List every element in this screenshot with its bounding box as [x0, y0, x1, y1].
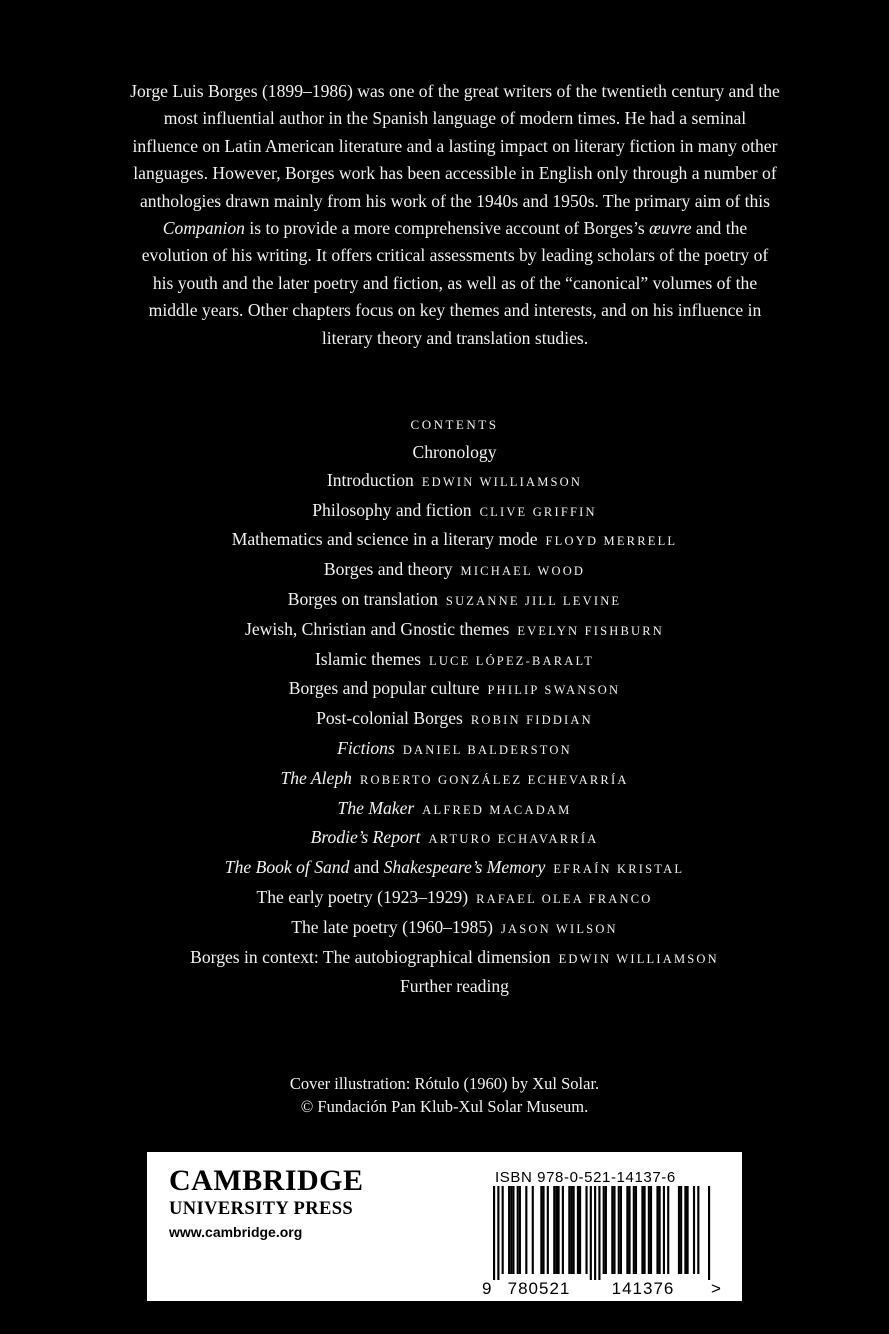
barcode-bar [510, 1186, 512, 1274]
blurb-text-3: and the evolution of his writing. It offers critical assessments by leading scholars of the poetry of his youth and the later poetry and fiction, as well as of the “canonical” volumes of the middle years. Other chapters focus on key themes and interests, and on his influence in literary theory and translation studies. [141, 218, 769, 348]
barcode-bar [590, 1186, 592, 1280]
barcode-digit-first: 9 [482, 1279, 492, 1296]
barcode-bar [573, 1186, 575, 1274]
contents-entry [0, 616, 889, 646]
barcode-bar [493, 1186, 495, 1280]
entry-author: ALFRED MACADAM [422, 802, 572, 817]
barcode-bar [618, 1186, 620, 1274]
entry-title: Introduction [326, 469, 414, 490]
barcode-bar [626, 1186, 628, 1274]
contents-entry [0, 854, 889, 884]
contents-entry [0, 914, 889, 944]
barcode-bar [611, 1186, 613, 1274]
barcode-bar [667, 1186, 669, 1274]
blurb-text-2: is to provide a more comprehensive account of Borges’s [244, 218, 650, 239]
publisher-subname: UNIVERSITY PRESS [169, 1199, 354, 1219]
barcode-bar [585, 1186, 587, 1274]
cover-credits [0, 1072, 889, 1118]
contents-entry [0, 824, 889, 854]
barcode-bar [650, 1186, 652, 1274]
table-of-contents [0, 413, 889, 1001]
entry-author: LUCE LÓPEZ-BARALT [428, 653, 595, 668]
credit-line: © Fundación Pan Klub-Xul Solar Museum. [300, 1097, 589, 1116]
barcode-bar [613, 1186, 615, 1274]
barcode-bar [697, 1186, 699, 1274]
blurb-text-1: Jorge Luis Borges (1899–1986) was one of the great writers of the twentieth century and the most influential author in the Spanish language of modern times. He had a seminal influence on Latin American literature and a lasting impact on literary fiction in many other languages. However, Borges work has been accessible in English only through a number of anthologies drawn mainly from his work of the 1940s and 1950s. The primary aim of this [130, 81, 780, 211]
entry-author: PHILIP SWANSON [487, 683, 621, 698]
entry-title: The early poetry (1923–1929) [256, 886, 469, 907]
barcode-bar [555, 1186, 557, 1274]
barcode-bar [641, 1186, 643, 1274]
entry-author: CLIVE GRIFFIN [479, 504, 597, 519]
entry-author: ROBIN FIDDIAN [470, 713, 593, 728]
barcode-bar [620, 1186, 622, 1274]
entry-title: The Aleph [280, 767, 352, 788]
contents-entry [0, 467, 889, 497]
credit-line: Cover illustration: Rótulo (1960) by Xul Solar. [289, 1074, 600, 1093]
back-cover-blurb [130, 78, 780, 352]
barcode-bar [648, 1186, 650, 1274]
contents-entry [0, 735, 889, 765]
entry-author: ROBERTO GONZÁLEZ ECHEVARRÍA [359, 772, 629, 787]
barcode-bar [532, 1186, 534, 1274]
barcode-digits-left: 780521 [507, 1279, 571, 1296]
barcode-bar [628, 1186, 630, 1274]
barcode-bar [542, 1186, 544, 1274]
barcode-bar [680, 1186, 682, 1274]
barcode-bar [519, 1186, 521, 1274]
barcode-bar [663, 1186, 665, 1274]
contents-entry [0, 795, 889, 825]
entry-title: Jewish, Christian and Gnostic themes [244, 618, 510, 639]
entry-title: Borges on translation [287, 588, 438, 609]
blurb-oeuvre: œuvre [649, 218, 692, 239]
barcode-bar [570, 1186, 572, 1274]
barcode-bar [633, 1186, 635, 1274]
contents-entry [0, 646, 889, 676]
barcode-bar [693, 1186, 695, 1274]
contents-entry [0, 556, 889, 586]
entry-author: SUZANNE JILL LEVINE [445, 593, 622, 608]
barcode-bar [553, 1186, 555, 1274]
entry-title: Philosophy and fiction [312, 499, 472, 520]
isbn-barcode [479, 1186, 729, 1296]
entry-author: MICHAEL WOOD [460, 564, 586, 579]
barcode-bar [517, 1186, 519, 1274]
barcode-bar [577, 1186, 579, 1274]
barcode-bar [708, 1186, 710, 1280]
entry-title: The late poetry (1960–1985) [291, 916, 493, 937]
contents-entry [0, 497, 889, 527]
barcode-bar [684, 1186, 686, 1274]
barcode-bar [547, 1186, 549, 1274]
entry-author: FLOYD MERRELL [545, 534, 678, 549]
contents-chronology: Chronology [412, 442, 497, 462]
barcode-bar [512, 1186, 514, 1274]
barcode-bar [644, 1186, 646, 1274]
entry-conjunction: and [349, 857, 384, 878]
barcode-bar [678, 1186, 680, 1274]
barcode-digits-right: 141376 [611, 1279, 675, 1296]
entry-title: Post-colonial Borges [316, 708, 463, 729]
isbn-label: ISBN 978-0-521-14137-6 [495, 1169, 676, 1186]
barcode-bar [540, 1186, 542, 1274]
barcode-bar [568, 1186, 570, 1274]
entry-title: Mathematics and science in a literary mode [231, 529, 538, 550]
contents-entry [0, 944, 889, 974]
entry-author: EFRAÍN KRISTAL [553, 862, 685, 877]
barcode-bar [558, 1186, 560, 1274]
barcode-quiet-marker: > [711, 1279, 721, 1296]
publisher-logo [169, 1164, 364, 1242]
publisher-panel [147, 1152, 742, 1301]
contents-entry [0, 526, 889, 556]
barcode-bar [635, 1186, 637, 1274]
barcode-bar [659, 1186, 661, 1274]
entry-title: Borges in context: The autobiographical dimension [190, 946, 551, 967]
barcode-bar [508, 1186, 510, 1274]
contents-entry [0, 884, 889, 914]
barcode-bar [497, 1186, 499, 1280]
entry-title: The Maker [337, 797, 415, 818]
entry-author: DANIEL BALDERSTON [402, 742, 572, 757]
entry-author: EDWIN WILLIAMSON [558, 951, 719, 966]
entry-author: ARTURO ECHAVARRÍA [428, 832, 599, 847]
barcode-bars [493, 1186, 710, 1280]
blurb-paragraph [130, 78, 780, 352]
entry-title: Borges and theory [323, 559, 453, 580]
contents-entry [0, 675, 889, 705]
contents-entry [0, 586, 889, 616]
entry-title: The Book of Sand [224, 857, 350, 878]
contents-further-reading: Further reading [400, 976, 509, 997]
entry-author: EDWIN WILLIAMSON [421, 474, 583, 489]
barcode-bar [525, 1186, 527, 1274]
publisher-name: CAMBRIDGE [169, 1164, 364, 1197]
barcode-bar [594, 1186, 596, 1280]
barcode-bar [562, 1186, 564, 1274]
barcode-bar [687, 1186, 689, 1274]
contents-entry [0, 705, 889, 735]
barcode-bar [598, 1186, 600, 1280]
barcode-bar [603, 1186, 605, 1274]
barcode-bar [605, 1186, 607, 1274]
entry-title: Islamic themes [314, 648, 421, 669]
entry-author: RAFAEL OLEA FRANCO [476, 891, 653, 906]
entry-title: Borges and popular culture [288, 678, 480, 699]
entry-title: Brodie’s Report [310, 827, 421, 848]
entry-author: JASON WILSON [500, 921, 618, 936]
contents-entry [0, 765, 889, 795]
entry-title: Shakespeare’s Memory [383, 857, 546, 878]
barcode-bar [502, 1186, 504, 1274]
publisher-url: www.cambridge.org [169, 1224, 303, 1240]
barcode-bar [579, 1186, 581, 1274]
contents-heading: CONTENTS [410, 417, 499, 432]
barcode-bar [656, 1186, 658, 1274]
entry-author: EVELYN FISHBURN [517, 623, 665, 638]
blurb-companion: Companion [162, 218, 245, 239]
entry-title: Fictions [337, 737, 395, 758]
